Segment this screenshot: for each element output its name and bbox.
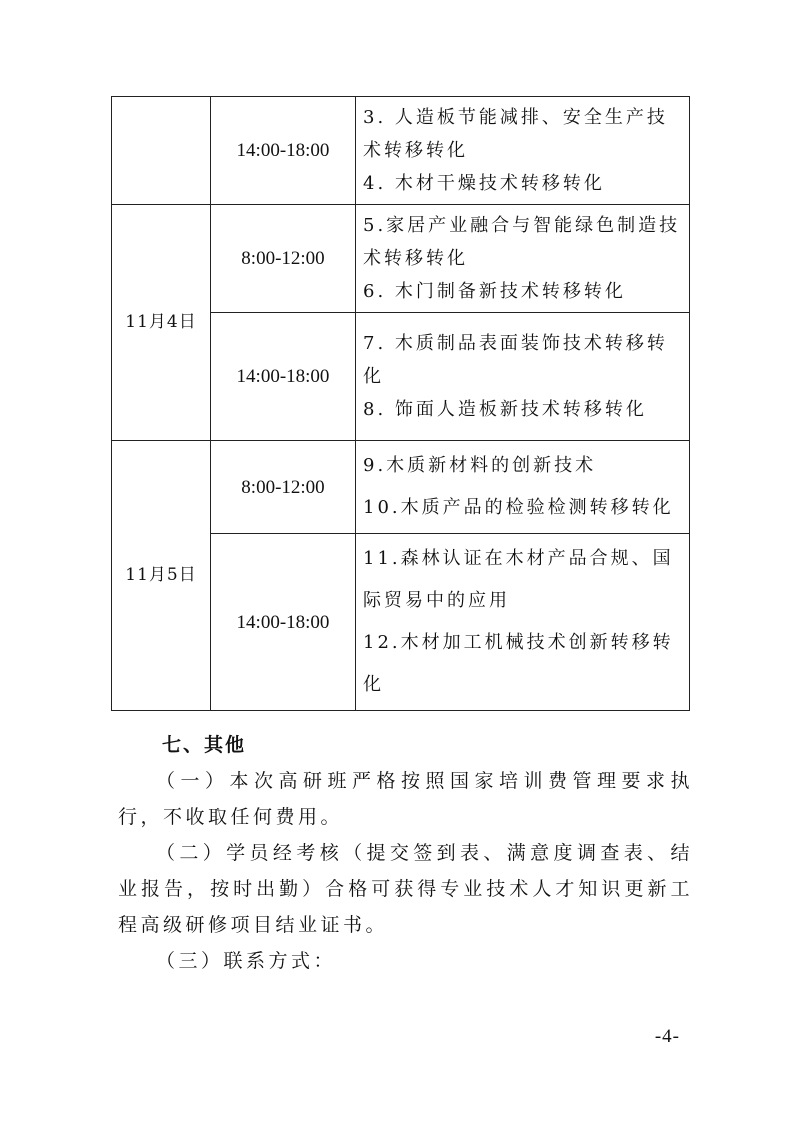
date-cell: 11月5日 xyxy=(112,441,211,711)
time-cell: 14:00-18:00 xyxy=(211,97,356,205)
time-cell: 14:00-18:00 xyxy=(211,534,356,711)
section-heading: 七、其他 xyxy=(162,734,247,756)
topic-item: 12.木材加工机械技术创新转移转化 xyxy=(363,632,674,695)
table-row xyxy=(112,441,690,534)
page-number: -4- xyxy=(654,1026,680,1047)
training-schedule-table xyxy=(111,96,690,711)
topic-item: 11.森林认证在木材产品合规、国际贸易中的应用 xyxy=(363,548,674,611)
topic-item: 10.木质产品的检验检测转移转化 xyxy=(363,497,674,518)
date-cell-continued xyxy=(112,97,211,205)
topic-cell xyxy=(356,205,690,313)
paragraph-contact: （三）联系方式： xyxy=(156,950,337,972)
table-row xyxy=(112,205,690,313)
time-cell: 8:00-12:00 xyxy=(211,441,356,534)
topic-item: 4. 木材干燥技术转移转化 xyxy=(363,173,605,194)
paragraph-fees: （一）本次高研班严格按照国家培训费管理要求执行，不收取任何费用。 xyxy=(118,770,693,828)
topic-cell xyxy=(356,441,690,534)
topic-item: 6. 木门制备新技术转移转化 xyxy=(363,281,626,302)
time-cell: 8:00-12:00 xyxy=(211,205,356,313)
topic-item: 9.木质新材料的创新技术 xyxy=(363,455,597,476)
paragraph-certificate: （二）学员经考核（提交签到表、满意度调查表、结业报告，按时出勤）合格可获得专业技术人才知识更新工程高级研修项目结业证书。 xyxy=(118,842,693,936)
topic-item: 5.家居产业融合与智能绿色制造技术转移转化 xyxy=(363,215,681,269)
topic-cell xyxy=(356,534,690,711)
topic-item: 8. 饰面人造板新技术转移转化 xyxy=(363,399,647,420)
date-cell: 11月4日 xyxy=(112,205,211,441)
section-other xyxy=(118,727,693,979)
time-cell: 14:00-18:00 xyxy=(211,313,356,441)
topic-item: 7. 木质制品表面装饰技术转移转化 xyxy=(363,333,668,387)
table-row xyxy=(112,97,690,205)
topic-item: 3. 人造板节能减排、安全生产技术转移转化 xyxy=(363,107,668,161)
topic-cell xyxy=(356,97,690,205)
topic-cell xyxy=(356,313,690,441)
